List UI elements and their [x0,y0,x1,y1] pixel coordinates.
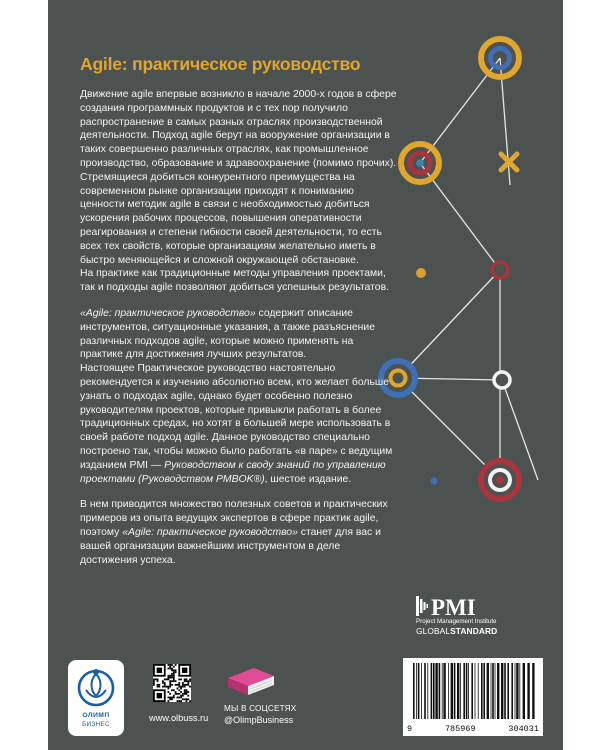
barcode-bar [481,663,483,719]
target-circle-left-icon [401,144,439,182]
barcode-bar [475,663,476,719]
barcode-bar [418,663,420,719]
barcode-bar [516,663,518,719]
dot-gold-icon [416,268,426,278]
target-circle-bottom-icon [481,461,519,499]
olimp-business-logo [68,660,124,736]
barcode-bar [463,663,465,719]
description-text [80,88,398,567]
book-stack-icon [224,664,278,698]
barcode-bar [427,663,428,719]
barcode-bars [403,661,543,725]
paragraph-intro: Движение agile впервые возникло в начале 2000-х годов в сфере создания программных продуктов и с тех пор получило распространение в самых разных отраслях производственной деятельности. Подход agile берут на вооружение организации в таких совершенно различных отраслях, как промышленное производство, образование и здравоохранение (помимо прочих). Стремящиеся добиться конкурентного преимущества на современном рынке организации приходят к пониманию ценности методик agile в связи с необходимостью добиться ускорения рабочих процессов, повышения оперативности реагирования и степени гибкости своей деятельности, то есть всех тех свойств, которые организациям желательно иметь в быстро меняющейся и сложной окружающей обстановке. [80,89,397,266]
publisher-website-link[interactable]: www.olbuss.ru [149,713,209,723]
barcode-digits: 9 785969 304031 [407,724,539,734]
book-title: Agile: практическое руководство [80,54,361,74]
publisher-sub: БИЗНЕС [82,721,110,728]
barcode-bar [454,663,456,719]
barcode-bar [511,663,513,719]
barcode-bar [523,663,525,719]
barcode-bar [491,663,492,719]
barcode-bar [492,663,494,719]
barcode-bar [515,663,516,719]
barcode-bar [435,663,437,719]
publisher-name: ОЛИМП [82,712,110,719]
pmi-global-standard-logo [416,594,526,638]
paragraph-contents: «Agile: практическое руководство» содержит описание инструментов, ситуационные указания, а также разъяснение различных подходов agile, которые можно применять на практике для достижения лучших результатов. [80,307,375,361]
social-handle[interactable]: @OlimpBusiness [224,715,294,725]
barcode-bar [468,663,469,719]
barcode-bar [478,663,479,719]
pmi-logo-text: PMI [431,595,476,618]
paragraph-recommendation: Настоящее Практическое руководство настоятельно рекомендуется к изучению абсолютно всем, кто желает больше узнать о подходах agile, однако будет особенно полезно руководителям проектов, которые привыкли работать в более традиционных средах, но хотят в большей мере использовать в своей работе подход agile. Данное руководство специально построено так, чтобы можно было работать «в паре» с ведущим изданием PMI — Руководством к своду знаний по управлению проектами (Руководством PMBOK®), шестое издание. [80,363,393,485]
barcode-bar [501,663,503,719]
pmi-logo-icon [416,594,486,618]
barcode-bar [451,663,453,719]
barcode-bar [448,663,449,719]
social-label: МЫ В СОЦСЕТЯХ [224,704,297,713]
book-back-cover [48,0,563,750]
barcode-bar [439,663,441,719]
barcode-bar [424,663,426,719]
barcode-bar [519,663,520,719]
barcode-bar [443,663,445,719]
barcode-bar [460,663,461,719]
paragraph-practice: На практике как традиционные методы управления проектами, так и подходы agile позволяют добиться успешных результатов. [80,268,389,294]
barcode-bar [416,663,417,719]
barcode-bar [487,663,489,719]
barcode-bar [433,663,435,719]
barcode-bar [532,663,534,719]
qr-code-icon [153,664,191,702]
global-standard-label: GLOBALSTANDARD [416,626,498,636]
pmi-subtitle: Project Management Institute [416,618,497,625]
paragraph-conclusion: В нем приводится множество полезных советов и практических примеров из опыта ведущих экспертов в сфере практик agile, поэтому «Agile: практическое руководство» станет для вас и вашей организации важнейшим инструментом в деле достижения успеха. [80,499,388,566]
pmbok-title: Руководством к своду знаний по управлению проектами (Руководством PMBOK®) [80,459,386,485]
barcode-bar [471,663,473,719]
barcode-bar [527,663,529,719]
barcode-bar [421,663,422,719]
barcode-bar [495,663,496,719]
publisher-emblem-icon [68,660,124,712]
barcode-bar [497,663,499,719]
barcode-bar [431,663,433,719]
barcode-bar [466,663,468,719]
isbn-barcode [403,658,543,736]
ring-white-icon [494,372,510,388]
ring-red-icon [492,262,508,278]
barcode-bar [504,663,506,719]
dot-blue-icon [431,478,438,485]
book-title-inline: «Agile: практическое руководство» [80,307,256,319]
barcode-bar [483,663,485,719]
barcode-bar [457,663,459,719]
barcode-bar [413,663,415,719]
barcode-bar [442,663,443,719]
barcode-bar [507,663,509,719]
